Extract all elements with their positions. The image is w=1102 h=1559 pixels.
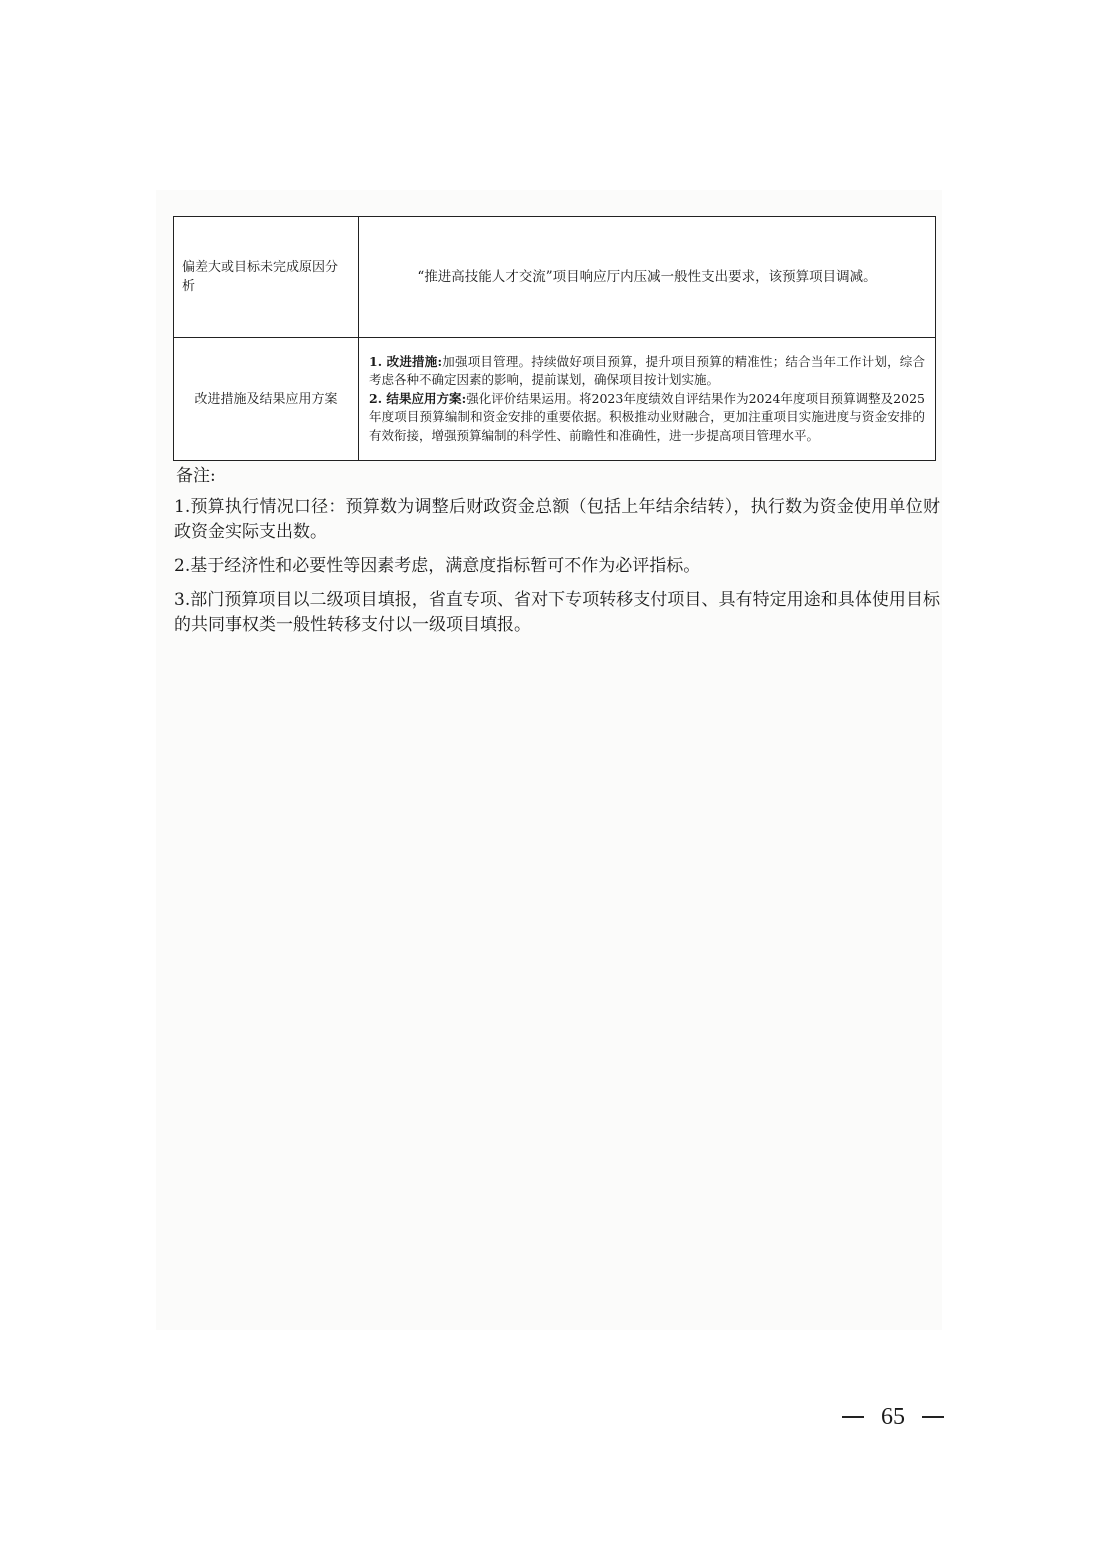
page-number-dash-right: [922, 1416, 944, 1418]
page-number-value: 65: [881, 1403, 905, 1430]
improvement-plan-cell: [359, 338, 936, 461]
note-item: 3.部门预算项目以二级项目填报，省直专项、省对下专项转移支付项目、具有特定用途和具体使用目标的共同事权类一般性转移支付以一级项目填报。: [174, 590, 940, 635]
notes-heading: 备注:: [176, 466, 216, 486]
evaluation-table: [173, 216, 936, 461]
row-label-deviation-analysis: 偏差大或目标未完成原因分析: [174, 217, 359, 338]
result-application-heading: 2. 结果应用方案:: [369, 390, 467, 406]
result-application-text: 强化评价结果运用。将2023年度绩效自评结果作为2024年度项目预算调整及2025年度项目预算编制和资金安排的重要依据。积极推动业财融合，更加注重项目实施进度与资金安排的有效衔接，增强预算编制的科学性、前瞻性和准确性，进一步提高项目管理水平。: [369, 390, 925, 443]
note-item: 1.预算执行情况口径：预算数为调整后财政资金总额（包括上年结余结转），执行数为资金使用单位财政资金实际支出数。: [174, 497, 940, 542]
table-row: [174, 338, 936, 461]
page-number-dash-left: [842, 1416, 864, 1418]
improvement-measures-heading: 1. 改进措施:: [369, 353, 443, 369]
note-item: 2.基于经济性和必要性等因素考虑，满意度指标暂可不作为必评指标。: [174, 556, 701, 576]
notes-section: [174, 464, 940, 647]
deviation-analysis-text: “推进高技能人才交流”项目响应厅内压减一般性支出要求，该预算项目调减。: [359, 217, 936, 338]
improvement-measures-paragraph: [369, 353, 925, 390]
improvement-measures-text: 加强项目管理。持续做好项目预算，提升项目预算的精准性；结合当年工作计划，综合考虑各种不确定因素的影响，提前谋划，确保项目按计划实施。: [369, 353, 925, 388]
row-label-improvement-plan: 改进措施及结果应用方案: [174, 338, 359, 461]
table-row: [174, 217, 936, 338]
page-number: [842, 1400, 944, 1434]
result-application-paragraph: [369, 390, 925, 446]
